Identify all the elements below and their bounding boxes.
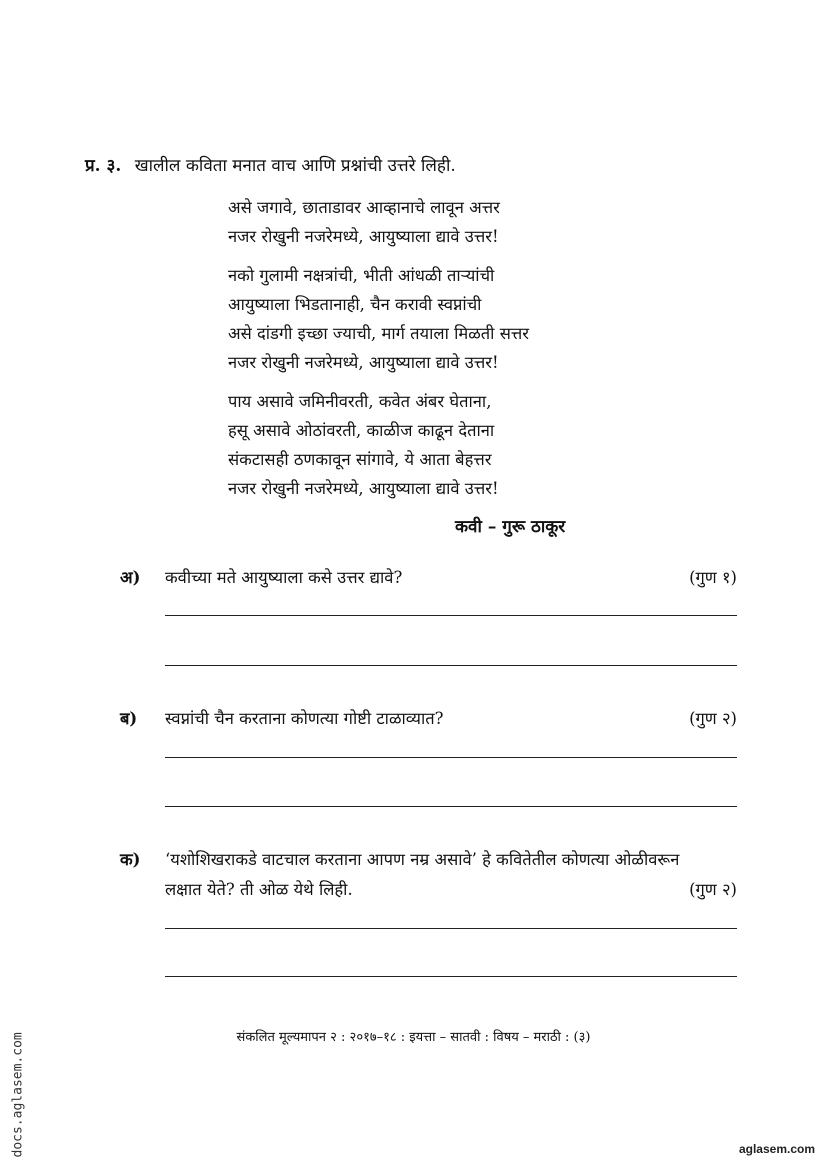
subquestion-a	[120, 563, 737, 593]
subquestion-label: अ)	[120, 568, 141, 587]
subquestion-text-continued: लक्षात येते? ती ओळ येथे लिही.	[165, 880, 353, 899]
answer-line[interactable]	[165, 757, 737, 758]
answer-line[interactable]	[165, 928, 737, 929]
poem-stanza-2	[228, 261, 628, 377]
poem-line: आयुष्याला भिडतानाही, चैन करावी स्वप्नांची	[228, 295, 482, 314]
subquestion-label: ब)	[120, 709, 138, 728]
subquestion-b	[120, 704, 737, 734]
poem-line: हसू असावे ओठांवरती, काळीज काढून देताना	[228, 421, 495, 440]
question-number: प्र. ३.	[85, 156, 122, 176]
subquestion-c	[120, 845, 737, 905]
poem-line: नजर रोखुनी नजरेमध्ये, आयुष्याला द्यावे उत्तर!	[228, 479, 499, 498]
poem-line: असे जगावे, छाताडावर आव्हानाचे लावून अत्तर	[228, 198, 500, 217]
poem-stanza-1	[228, 193, 628, 251]
poem-line: नको गुलामी नक्षत्रांची, भीती आंधळी ताऱ्यांची	[228, 266, 495, 285]
page-footer: संकलित मूल्यमापन २ : २०१७–१८ : इयत्ता – सातवी : विषय – मराठी : (३)	[236, 1030, 591, 1045]
marks-label: (गुण २)	[689, 880, 737, 899]
question-heading	[85, 153, 456, 176]
subquestion-text: ‘यशोशिखराकडे वाटचाल करताना आपण नम्र असावे’ हे कवितेतील कोणत्या ओळीवरून	[165, 850, 680, 869]
side-watermark: docs.aglasem.com	[10, 1032, 26, 1158]
poem-author: कवी – गुरू ठाकूर	[455, 517, 566, 537]
poem-line: संकटासही ठणकावून सांगावे, ये आता बेहत्तर	[228, 450, 492, 469]
answer-line[interactable]	[165, 976, 737, 977]
poem	[228, 193, 628, 513]
answer-line[interactable]	[165, 615, 737, 616]
subquestion-label: क)	[120, 850, 141, 869]
poem-line: पाय असावे जमिनीवरती, कवेत अंबर घेताना,	[228, 392, 492, 411]
corner-watermark: aglasem.com	[738, 1142, 815, 1156]
question-instruction: खालील कविता मनात वाच आणि प्रश्नांची उत्तरे लिही.	[134, 156, 456, 176]
poem-line: नजर रोखुनी नजरेमध्ये, आयुष्याला द्यावे उत्तर!	[228, 227, 499, 246]
subquestion-text: कवीच्या मते आयुष्याला कसे उत्तर द्यावे?	[165, 568, 403, 587]
answer-line[interactable]	[165, 806, 737, 807]
poem-stanza-3	[228, 387, 628, 503]
subquestion-text: स्वप्नांची चैन करताना कोणत्या गोष्टी टाळाव्यात?	[165, 709, 444, 728]
poem-line: असे दांडगी इच्छा ज्याची, मार्ग तयाला मिळती सत्तर	[228, 324, 529, 343]
answer-line[interactable]	[165, 665, 737, 666]
marks-label: (गुण २)	[689, 709, 737, 728]
marks-label: (गुण १)	[689, 568, 737, 587]
poem-line: नजर रोखुनी नजरेमध्ये, आयुष्याला द्यावे उत्तर!	[228, 353, 499, 372]
